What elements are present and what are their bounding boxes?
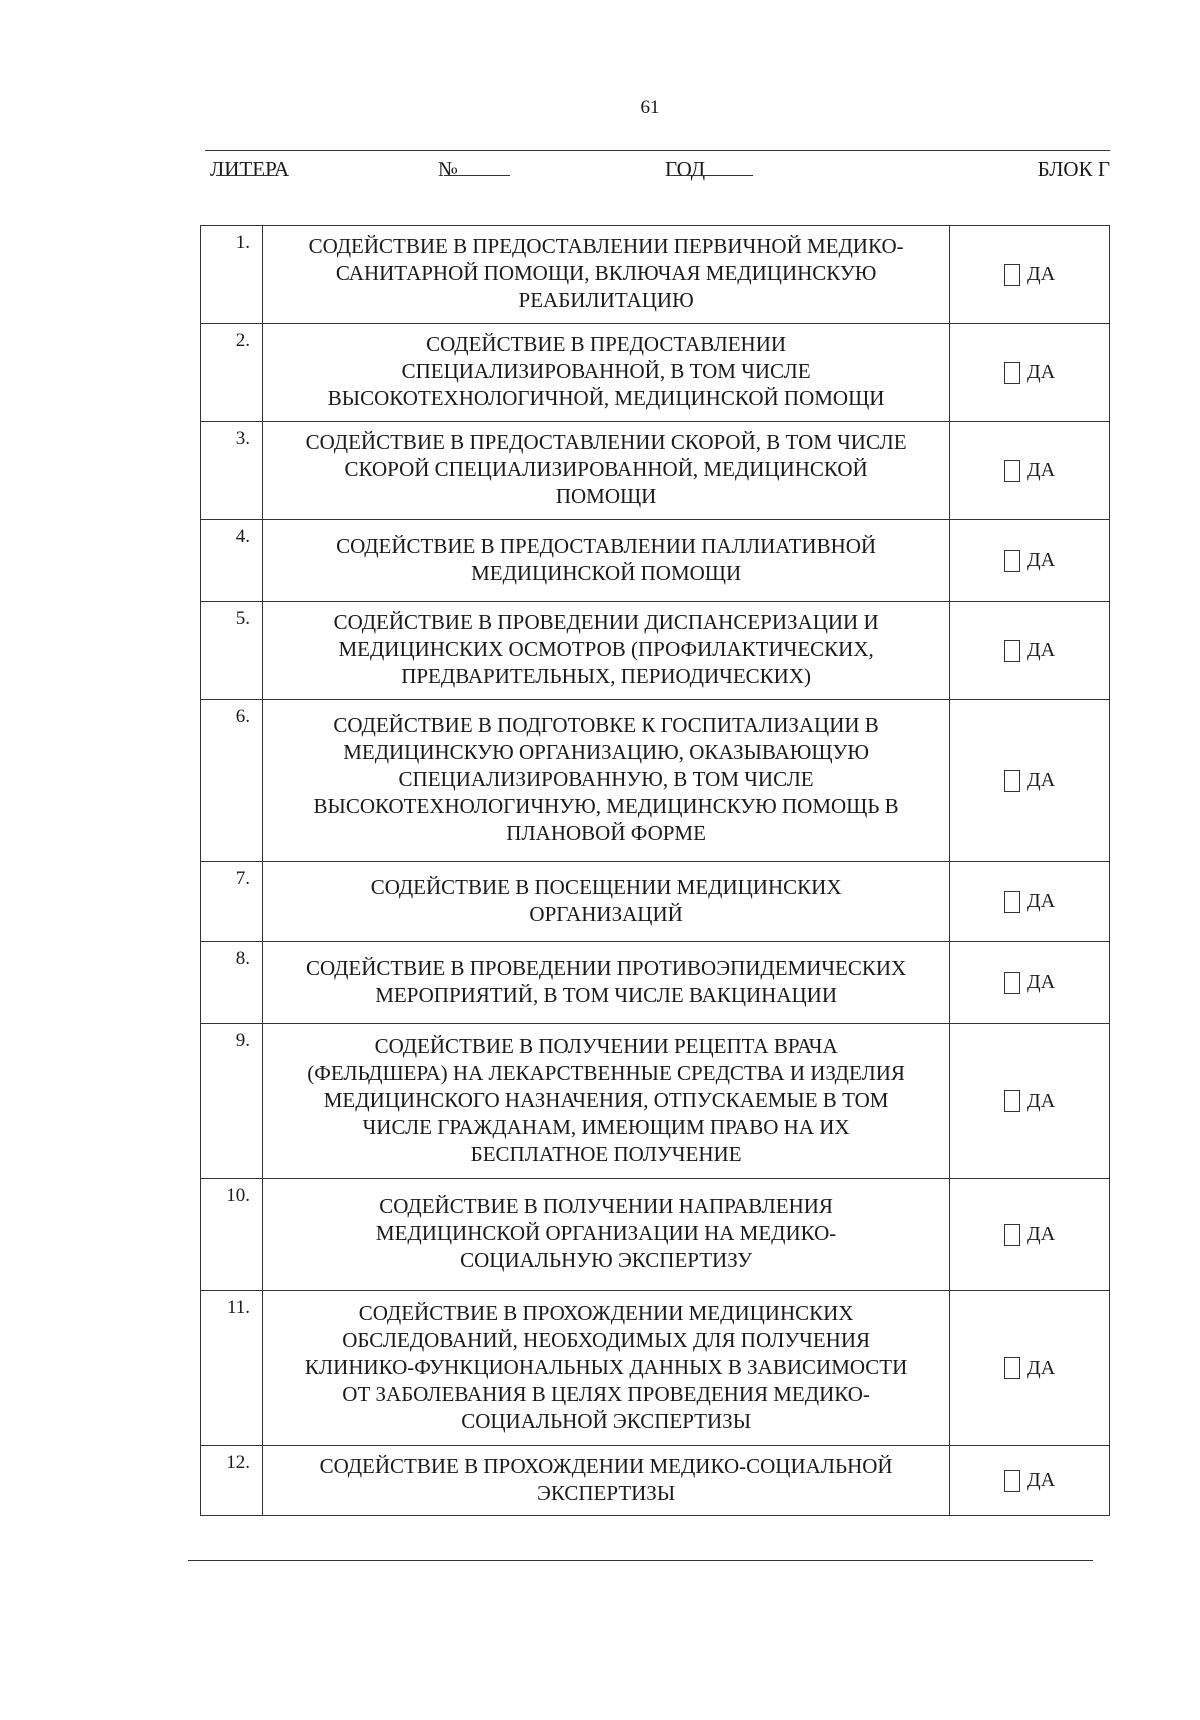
row-check-cell	[950, 1446, 1110, 1516]
yes-option	[950, 361, 1109, 384]
yes-checkbox[interactable]	[1004, 362, 1020, 384]
row-check-cell	[950, 602, 1110, 700]
row-check-cell	[950, 422, 1110, 520]
row-check-cell	[950, 700, 1110, 862]
year-label: ГОД	[665, 157, 706, 181]
row-check-cell	[950, 942, 1110, 1024]
table-row	[201, 1179, 1110, 1291]
row-number: 1.	[235, 232, 251, 253]
table-row	[201, 942, 1110, 1024]
row-check-cell	[950, 520, 1110, 602]
yes-checkbox[interactable]	[1004, 1357, 1020, 1379]
block-label: БЛОК Г	[1037, 157, 1110, 181]
yes-label: ДА	[1027, 263, 1056, 285]
yes-label: ДА	[1027, 769, 1056, 791]
row-description: СОДЕЙСТВИЕ В ПОДГОТОВКЕ К ГОСПИТАЛИЗАЦИИ В МЕДИЦИНСКУЮ ОРГАНИЗАЦИЮ, ОКАЗЫВАЮЩУЮ СПЕЦИАЛИЗИРОВАННУЮ, В ТОМ ЧИСЛЕ ВЫСОКОТЕХНОЛОГИЧНУЮ, МЕДИЦИНСКУЮ ПОМОЩЬ В ПЛАНОВОЙ ФОРМЕ	[263, 700, 950, 862]
litera-label: ЛИТЕРА	[210, 157, 290, 181]
row-number: 12.	[226, 1452, 251, 1473]
yes-label: ДА	[1027, 1089, 1056, 1112]
table-row	[201, 422, 1110, 520]
yes-label: ДА	[1027, 890, 1056, 912]
row-description: СОДЕЙСТВИЕ В ПРОХОЖДЕНИИ МЕДИКО-СОЦИАЛЬНОЙ ЭКСПЕРТИЗЫ	[263, 1446, 950, 1516]
row-description: СОДЕЙСТВИЕ В ПРОВЕДЕНИИ ДИСПАНСЕРИЗАЦИИ И МЕДИЦИНСКИХ ОСМОТРОВ (ПРОФИЛАКТИЧЕСКИХ, ПРЕДВАРИТЕЛЬНЫХ, ПЕРИОДИЧЕСКИХ)	[263, 602, 950, 700]
yes-option	[950, 1090, 1109, 1113]
yes-label: ДА	[1027, 361, 1056, 383]
row-check-cell	[950, 324, 1110, 422]
yes-checkbox[interactable]	[1004, 770, 1020, 792]
assistance-table	[200, 225, 1110, 1516]
row-number: 2.	[235, 330, 251, 351]
table-row	[201, 324, 1110, 422]
row-number-cell	[201, 1446, 263, 1516]
number-label: №	[438, 157, 459, 181]
litera-blank[interactable]	[216, 157, 274, 176]
form-header	[210, 157, 1110, 187]
row-number: 4.	[235, 526, 251, 547]
table-row	[201, 520, 1110, 602]
yes-label: ДА	[1027, 1356, 1056, 1379]
row-check-cell	[950, 1024, 1110, 1179]
yes-label: ДА	[1027, 639, 1056, 661]
table-row	[201, 1291, 1110, 1446]
page-number: 61	[640, 97, 660, 118]
row-check-cell	[950, 1179, 1110, 1291]
yes-option	[950, 1469, 1109, 1492]
number-blank[interactable]	[444, 157, 510, 176]
yes-option	[950, 263, 1109, 286]
year-blank[interactable]	[671, 157, 753, 176]
row-number-cell	[201, 520, 263, 602]
row-check-cell	[950, 862, 1110, 942]
table-row	[201, 700, 1110, 862]
row-description: СОДЕЙСТВИЕ В ПОСЕЩЕНИИ МЕДИЦИНСКИХ ОРГАНИЗАЦИЙ	[263, 862, 950, 942]
yes-checkbox[interactable]	[1004, 1470, 1020, 1492]
row-number-cell	[201, 1291, 263, 1446]
row-description: СОДЕЙСТВИЕ В ПРЕДОСТАВЛЕНИИ СПЕЦИАЛИЗИРОВАННОЙ, В ТОМ ЧИСЛЕ ВЫСОКОТЕХНОЛОГИЧНОЙ, МЕДИЦИНСКОЙ ПОМОЩИ	[263, 324, 950, 422]
yes-checkbox[interactable]	[1004, 972, 1020, 994]
row-number: 10.	[226, 1185, 251, 1206]
row-description: СОДЕЙСТВИЕ В ПРЕДОСТАВЛЕНИИ ПАЛЛИАТИВНОЙ МЕДИЦИНСКОЙ ПОМОЩИ	[263, 520, 950, 602]
yes-checkbox[interactable]	[1004, 550, 1020, 572]
yes-checkbox[interactable]	[1004, 460, 1020, 482]
row-check-cell	[950, 1291, 1110, 1446]
yes-label: ДА	[1027, 549, 1056, 571]
row-description: СОДЕЙСТВИЕ В ПРЕДОСТАВЛЕНИИ СКОРОЙ, В ТОМ ЧИСЛЕ СКОРОЙ СПЕЦИАЛИЗИРОВАННОЙ, МЕДИЦИНСКОЙ ПОМОЩИ	[263, 422, 950, 520]
table-row	[201, 226, 1110, 324]
row-number: 8.	[235, 948, 251, 969]
table-row	[201, 602, 1110, 700]
yes-checkbox[interactable]	[1004, 1224, 1020, 1246]
row-number: 7.	[235, 868, 251, 889]
yes-option	[950, 890, 1109, 913]
yes-checkbox[interactable]	[1004, 264, 1020, 286]
table-row	[201, 862, 1110, 942]
row-description: СОДЕЙСТВИЕ В ПРОХОЖДЕНИИ МЕДИЦИНСКИХ ОБСЛЕДОВАНИЙ, НЕОБХОДИМЫХ ДЛЯ ПОЛУЧЕНИЯ КЛИНИКО-ФУНКЦИОНАЛЬНЫХ ДАННЫХ В ЗАВИСИМОСТИ ОТ ЗАБОЛЕВАНИЯ В ЦЕЛЯХ ПРОВЕДЕНИЯ МЕДИКО- СОЦИАЛЬНОЙ ЭКСПЕРТИЗЫ	[263, 1291, 950, 1446]
yes-checkbox[interactable]	[1004, 1090, 1020, 1112]
row-check-cell	[950, 226, 1110, 324]
row-number: 11.	[226, 1297, 251, 1318]
table-row	[201, 1024, 1110, 1179]
yes-label: ДА	[1027, 1469, 1056, 1491]
top-divider	[205, 150, 1110, 151]
yes-option	[950, 459, 1109, 482]
yes-label: ДА	[1027, 1223, 1056, 1245]
yes-checkbox[interactable]	[1004, 891, 1020, 913]
row-description: СОДЕЙСТВИЕ В ПРОВЕДЕНИИ ПРОТИВОЭПИДЕМИЧЕСКИХ МЕРОПРИЯТИЙ, В ТОМ ЧИСЛЕ ВАКЦИНАЦИИ	[263, 942, 950, 1024]
row-number: 6.	[235, 706, 251, 727]
yes-option	[950, 639, 1109, 662]
row-number: 3.	[235, 428, 251, 449]
yes-label: ДА	[1027, 971, 1056, 993]
row-number-cell	[201, 1179, 263, 1291]
row-number-cell	[201, 942, 263, 1024]
yes-option	[950, 769, 1109, 792]
row-description: СОДЕЙСТВИЕ В ПРЕДОСТАВЛЕНИИ ПЕРВИЧНОЙ МЕДИКО- САНИТАРНОЙ ПОМОЩИ, ВКЛЮЧАЯ МЕДИЦИНСКУЮ РЕАБИЛИТАЦИЮ	[263, 226, 950, 324]
yes-label: ДА	[1027, 459, 1056, 481]
bottom-divider	[188, 1560, 1093, 1561]
row-number-cell	[201, 1024, 263, 1179]
row-number-cell	[201, 602, 263, 700]
table-row	[201, 1446, 1110, 1516]
yes-option	[950, 1223, 1109, 1246]
yes-option	[950, 1357, 1109, 1380]
row-number-cell	[201, 422, 263, 520]
row-number-cell	[201, 226, 263, 324]
row-number-cell	[201, 324, 263, 422]
yes-option	[950, 971, 1109, 994]
row-number: 5.	[235, 608, 251, 629]
row-description: СОДЕЙСТВИЕ В ПОЛУЧЕНИИ РЕЦЕПТА ВРАЧА (ФЕЛЬДШЕРА) НА ЛЕКАРСТВЕННЫЕ СРЕДСТВА И ИЗДЕЛИЯ МЕДИЦИНСКОГО НАЗНАЧЕНИЯ, ОТПУСКАЕМЫЕ В ТОМ ЧИСЛЕ ГРАЖДАНАМ, ИМЕЮЩИМ ПРАВО НА ИХ БЕСПЛАТНОЕ ПОЛУЧЕНИЕ	[263, 1024, 950, 1179]
row-number-cell	[201, 862, 263, 942]
yes-checkbox[interactable]	[1004, 640, 1020, 662]
row-number: 9.	[235, 1030, 251, 1051]
row-number-cell	[201, 700, 263, 862]
row-description: СОДЕЙСТВИЕ В ПОЛУЧЕНИИ НАПРАВЛЕНИЯ МЕДИЦИНСКОЙ ОРГАНИЗАЦИИ НА МЕДИКО- СОЦИАЛЬНУЮ ЭКСПЕРТИЗУ	[263, 1179, 950, 1291]
yes-option	[950, 549, 1109, 572]
